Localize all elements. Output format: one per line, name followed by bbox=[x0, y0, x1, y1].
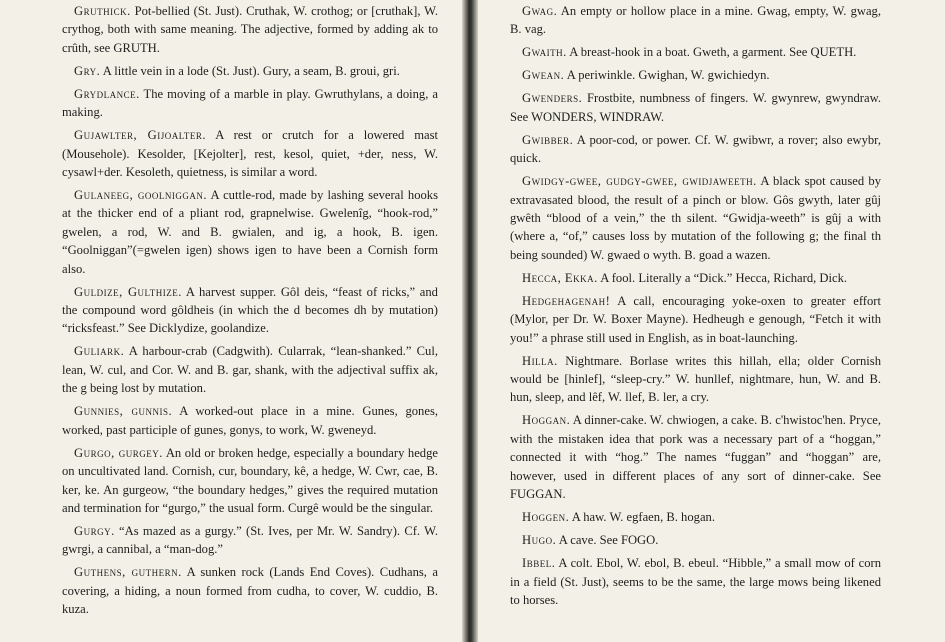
entry-gunnies: Gunnies, gunnis. A worked-out place in a mine. Gunes, gones, worked, past participle of gunes, gonys, to work, W. gweneyd. bbox=[62, 404, 438, 437]
entry-guthens: Guthens, guthern. A sunken rock (Lands End Coves). Cudhans, a covering, a hiding, a noun formed from cudha, to cover, W. cuddio, B. kuza. bbox=[62, 565, 438, 617]
headword: Gwibber. bbox=[522, 132, 574, 147]
entry-gujawlter: Gujawlter, Gijoalter. A rest or crutch for a lowered mast (Mousehole). Kesolder, [Kejolter], rest, kesol, quiet, +der, ness, W. cysawl+der. Kesoleth, quietness, is similar a word. bbox=[62, 128, 439, 180]
headword: Grydlance. bbox=[74, 86, 140, 101]
headword: Gwenders. bbox=[522, 91, 583, 106]
entry-gwag: Gwag. An empty or hollow place in a mine. Gwag, empty, W. gwag, B. vag. bbox=[510, 4, 881, 37]
entry-ibbel: Ibbel. A colt. Ebol, W. ebol, B. ebeul. “Hibble,” a small mow of corn in a field (St. Just), seems to be the same, the large mows being likened to horses. bbox=[510, 556, 881, 607]
headword: Hugo. bbox=[522, 533, 557, 548]
headword: Hoggan. bbox=[522, 413, 571, 428]
right-page bbox=[478, 0, 945, 642]
entry-gry: Gry. A little vein in a lode (St. Just). Gury, a seam, B. groui, gri. bbox=[74, 63, 400, 78]
entry-hoggan: Hoggan. A dinner-cake. W. chwiogen, a cake. B. c'hwistoc'hen. Pryce, with the mistaken idea that pork was a necessary part of a “hoggan,” connected it with “hog.” The names “fuggan” and “hoggan” are, however, used in different places of any sort of dinner-cake. See FUGGAN. bbox=[510, 413, 881, 502]
headword: Hoggen. bbox=[522, 510, 570, 525]
entry-hedgehagenah: Hedgehagenah! A call, encouraging yoke-oxen to greater effort (Mylor, per Dr. W. Boxer Mayne). Hedheugh e genough, “Fetch it with you!” a phrase still used in English, as in boat-launching. bbox=[510, 293, 881, 345]
entry-gwenders: Gwenders. Frostbite, numbness of fingers. W. gwynrew, gwyndraw. See WONDERS, WINDRAW. bbox=[510, 91, 881, 124]
headword: Ibbel. bbox=[522, 556, 556, 571]
entry-gwean: Gwean. A periwinkle. Gwighan, W. gwichiedyn. bbox=[522, 68, 770, 83]
headword: Guldize, Gulthize. bbox=[74, 284, 182, 299]
headword: Gruthick. bbox=[74, 4, 131, 18]
left-page bbox=[0, 0, 462, 642]
headword: Gwean. bbox=[522, 68, 565, 83]
entry-grydlance: Grydlance. The moving of a marble in play. Gwruthylans, a doing, a making. bbox=[62, 86, 438, 120]
entry-gwibber: Gwibber. A poor-cod, or power. Cf. W. gwibwr, a rover; also ewybr, quick. bbox=[510, 132, 881, 166]
headword: Hecca, Ekka. bbox=[522, 270, 598, 285]
headword: Hedgehagenah! bbox=[522, 293, 611, 308]
entry-gruthick: Gruthick. Pot-bellied (St. Just). Cruthak, W. crothog; or [cruthak], W. crythog, both with same meaning. The adjective, formed by adding ak to crûth, see GRUTH. bbox=[62, 4, 438, 55]
headword: Gurgy. bbox=[74, 523, 115, 538]
headword: Hilla. bbox=[522, 353, 558, 368]
entry-gurgy: Gurgy. “As mazed as a gurgy.” (St. Ives, per Mr. W. Sandry). Cf. W. gwrgi, a cannibal, a “man-dog.” bbox=[62, 523, 438, 557]
headword: Gunnies, gunnis. bbox=[74, 404, 173, 419]
entry-gulaneeg: Gulaneeg, goolniggan. A cuttle-rod, made by lashing several hooks at the thicker end of a pliant rod, grapnelwise. Gwelenîg, “hook-rod,” gwelen, a rod, W. and B. gwialen, and ig, a hook, B. igen. “Goolniggan”(=gwelen igen) shows igen to have been a Cornish form also. bbox=[62, 188, 438, 276]
headword: Guliark. bbox=[74, 344, 125, 359]
headword: Gwidgy-gwee, gudgy-gwee, gwidjaweeth. bbox=[522, 174, 757, 189]
headword: Gujawlter, Gijoalter. bbox=[74, 128, 207, 143]
book-gutter bbox=[462, 0, 478, 642]
entry-guldize: Guldize, Gulthize. A harvest supper. Gôl deis, “feast of ricks,” and the compound word gôldheis (in which the d becomes dh by mutation) “ricksfeast.” See Dicklydize, goolandize. bbox=[62, 284, 438, 336]
entry-hugo: Hugo. A cave. See FOGO. bbox=[522, 533, 659, 548]
headword: Gurgo, gurgey. bbox=[74, 445, 163, 460]
entry-gwaith: Gwaith. A breast-hook in a boat. Gweth, a garment. See QUETH. bbox=[522, 45, 857, 60]
headword: Gry. bbox=[74, 63, 101, 78]
entry-guliark: Guliark. A harbour-crab (Cadgwith). Cularrak, “lean-shanked.” Cul, lean, W. cul, and Cor. W. and B. gar, shank, with the adjectival suffix ak, the g being lost by mutation. bbox=[62, 344, 438, 396]
entry-hecca: Hecca, Ekka. A fool. Literally a “Dick.” Hecca, Richard, Dick. bbox=[522, 270, 848, 285]
headword: Guthens, guthern. bbox=[74, 565, 182, 580]
headword: Gwaith. bbox=[522, 45, 567, 60]
entry-gwidgy-gwee: Gwidgy-gwee, gudgy-gwee, gwidjaweeth. A black spot caused by extravasated blood, the result of a pinch or blow. Gôs gwyth, later gûj gwêth “blood of a vein,” the th silent. “Gwidja-weeth” is gûj a with (where a, “of,” causes loss by mutation of the following g; the final th being sounded) W. gwaed o wyth. B. goad a wazen. bbox=[510, 174, 881, 262]
entry-hoggen: Hoggen. A haw. W. egfaen, B. hogan. bbox=[522, 510, 715, 525]
headword: Gulaneeg, goolniggan. bbox=[74, 188, 208, 203]
entry-hilla: Hilla. Nightmare. Borlase writes this hillah, ella; older Cornish would be [hinlef], “sleep-cry.” W. hunllef, nightmare, hun, W. and B. hun, sleep, and lêf, W. llef, B. ler, a cry. bbox=[510, 353, 881, 405]
entry-gurgo: Gurgo, gurgey. An old or broken hedge, especially a boundary hedge on uncultivated land. Cornish, cur, boundary, kê, a hedge, W. Cwr, cae, B. ker, ke. An gurgeow, “the boundary hedges,” gives the required mutation and termination for “gurgo,” the usual form. Curgê would be the singular. bbox=[62, 445, 438, 515]
headword: Gwag. bbox=[522, 4, 558, 18]
